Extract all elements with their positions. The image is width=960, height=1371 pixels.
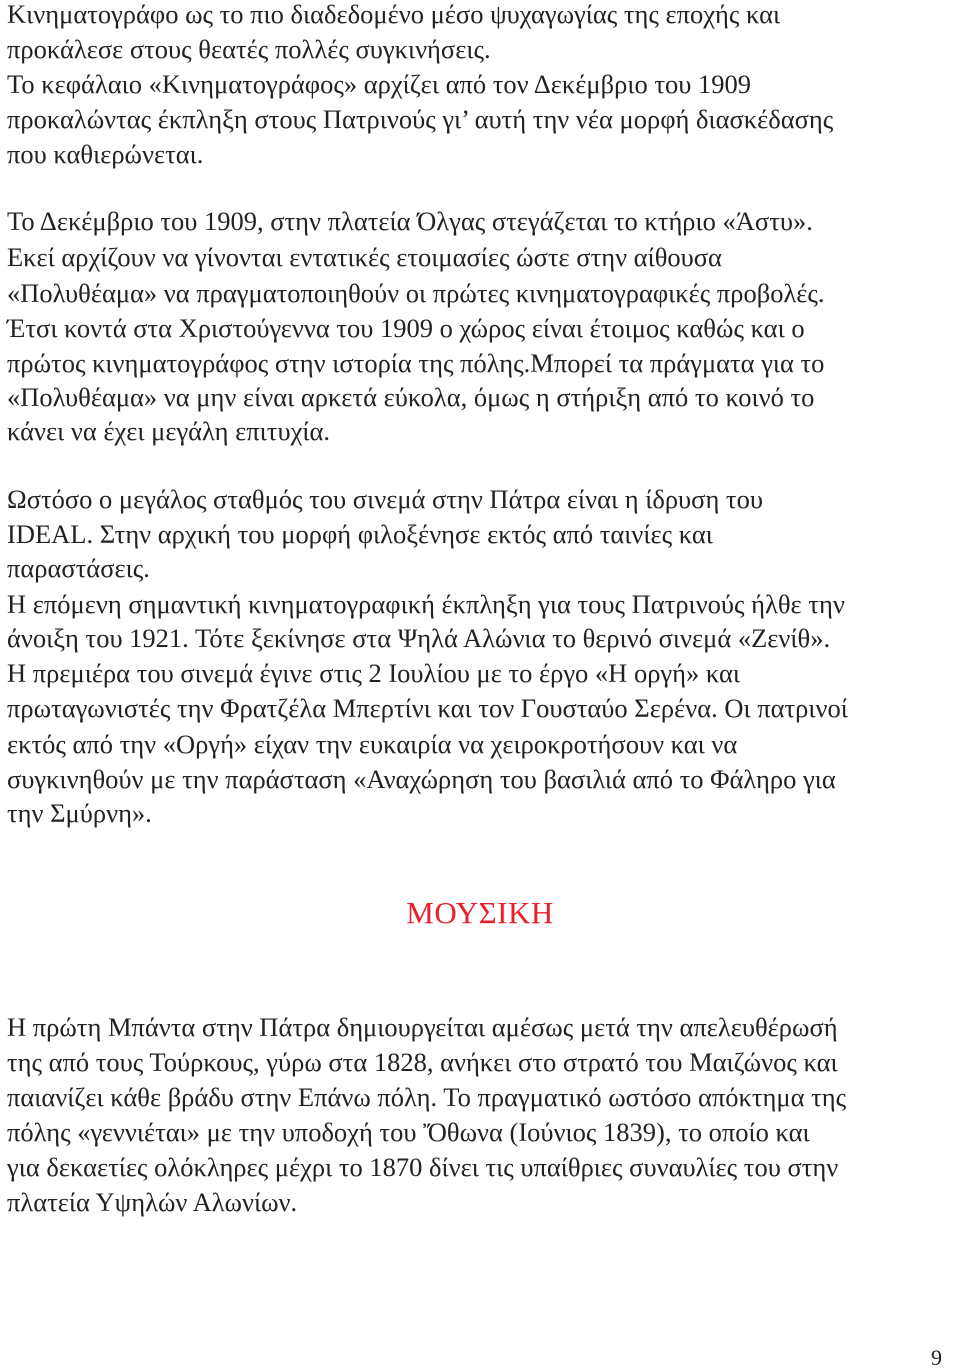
text-line: IDEAL. Στην αρχική του μορφή φιλοξένησε εκτός από ταινίες και <box>7 519 713 549</box>
text-line: εκτός από την «Οργή» είχαν την ευκαιρία να χειροκροτήσουν και να <box>7 729 738 759</box>
text-line: παραστάσεις. <box>7 553 150 583</box>
text-line: πρώτος κινηματογράφος στην ιστορία της πόλης.Μπορεί τα πράγματα για το <box>7 348 825 378</box>
text-line: κάνει να έχει μεγάλη επιτυχία. <box>7 416 330 446</box>
text-line: Η πρεμιέρα του σινεμά έγινε στις 2 Ιουλίου με το έργο «Η οργή» και <box>7 658 740 688</box>
text-line: για δεκαετίες ολόκληρες μέχρι το 1870 δίνει τις υπαίθριες συναυλίες του στην <box>7 1152 839 1182</box>
text-line: πλατεία Υψηλών Αλωνίων. <box>7 1187 298 1217</box>
text-line: άνοιξη του 1921. Τότε ξεκίνησε στα Ψηλά Αλώνια το θερινό σινεμά «Ζενίθ». <box>7 623 831 653</box>
text-line: «Πολυθέαμα» να μην είναι αρκετά εύκολα, όμως η στήριξη από το κοινό το <box>7 382 815 412</box>
text-line: πρωταγωνιστές την Φρατζέλα Μπερτίνι και τον Γουσταύο Σερένα. Οι πατρινοί <box>7 693 848 723</box>
text-line: Το Δεκέμβριο του 1909, στην πλατεία Όλγας στεγάζεται το κτήριο «Άστυ». <box>7 206 813 236</box>
page-number: 9 <box>931 1345 942 1370</box>
text-line: Εκεί αρχίζουν να γίνονται εντατικές ετοιμασίες ώστε στην αίθουσα <box>7 242 722 272</box>
text-line: Η επόμενη σημαντική κινηματογραφική έκπληξη για τους Πατρινούς ήλθε την <box>7 589 845 619</box>
text-line: που καθιερώνεται. <box>7 139 204 169</box>
text-line: πόλης «γεννιέται» με την υποδοχή του Ὄθωνα (Ιούνιος 1839), το οποίο και <box>7 1117 810 1147</box>
text-line: προκαλώντας έκπληξη στους Πατρινούς γι’ αυτή την νέα μορφή διασκέδασης <box>7 104 834 134</box>
text-line: Έτσι κοντά στα Χριστούγεννα του 1909 ο χώρος είναι έτοιμος καθώς και ο <box>7 313 805 343</box>
text-line: παιανίζει κάθε βράδυ στην Επάνω πόλη. Το πραγματικό ωστόσο απόκτημα της <box>7 1082 847 1112</box>
text-line: Ωστόσο ο μεγάλος σταθμός του σινεμά στην Πάτρα είναι η ίδρυση του <box>7 484 763 514</box>
text-line: συγκινηθούν με την παράσταση «Αναχώρηση του βασιλιά από το Φάληρο για <box>7 764 836 794</box>
text-line: Κινηματογράφο ως το πιο διαδεδομένο μέσο ψυχαγωγίας της εποχής και <box>7 0 781 29</box>
text-line: προκάλεσε στους θεατές πολλές συγκινήσεις. <box>7 34 491 64</box>
text-line: της από τους Τούρκους, γύρω στα 1828, ανήκει στο στρατό του Μαιζώνος και <box>7 1047 838 1077</box>
text-line: Το κεφάλαιο «Κινηματογράφος» αρχίζει από τον Δεκέμβριο του 1909 <box>7 69 751 99</box>
section-heading-music: ΜΟΥΣΙΚΗ <box>406 895 554 930</box>
text-line: Η πρώτη Μπάντα στην Πάτρα δημιουργείται αμέσως μετά την απελευθέρωσή <box>7 1012 838 1042</box>
text-line: «Πολυθέαμα» να πραγματοποιηθούν οι πρώτες κινηματογραφικές προβολές. <box>7 278 825 308</box>
text-line: την Σμύρνη». <box>7 798 152 828</box>
